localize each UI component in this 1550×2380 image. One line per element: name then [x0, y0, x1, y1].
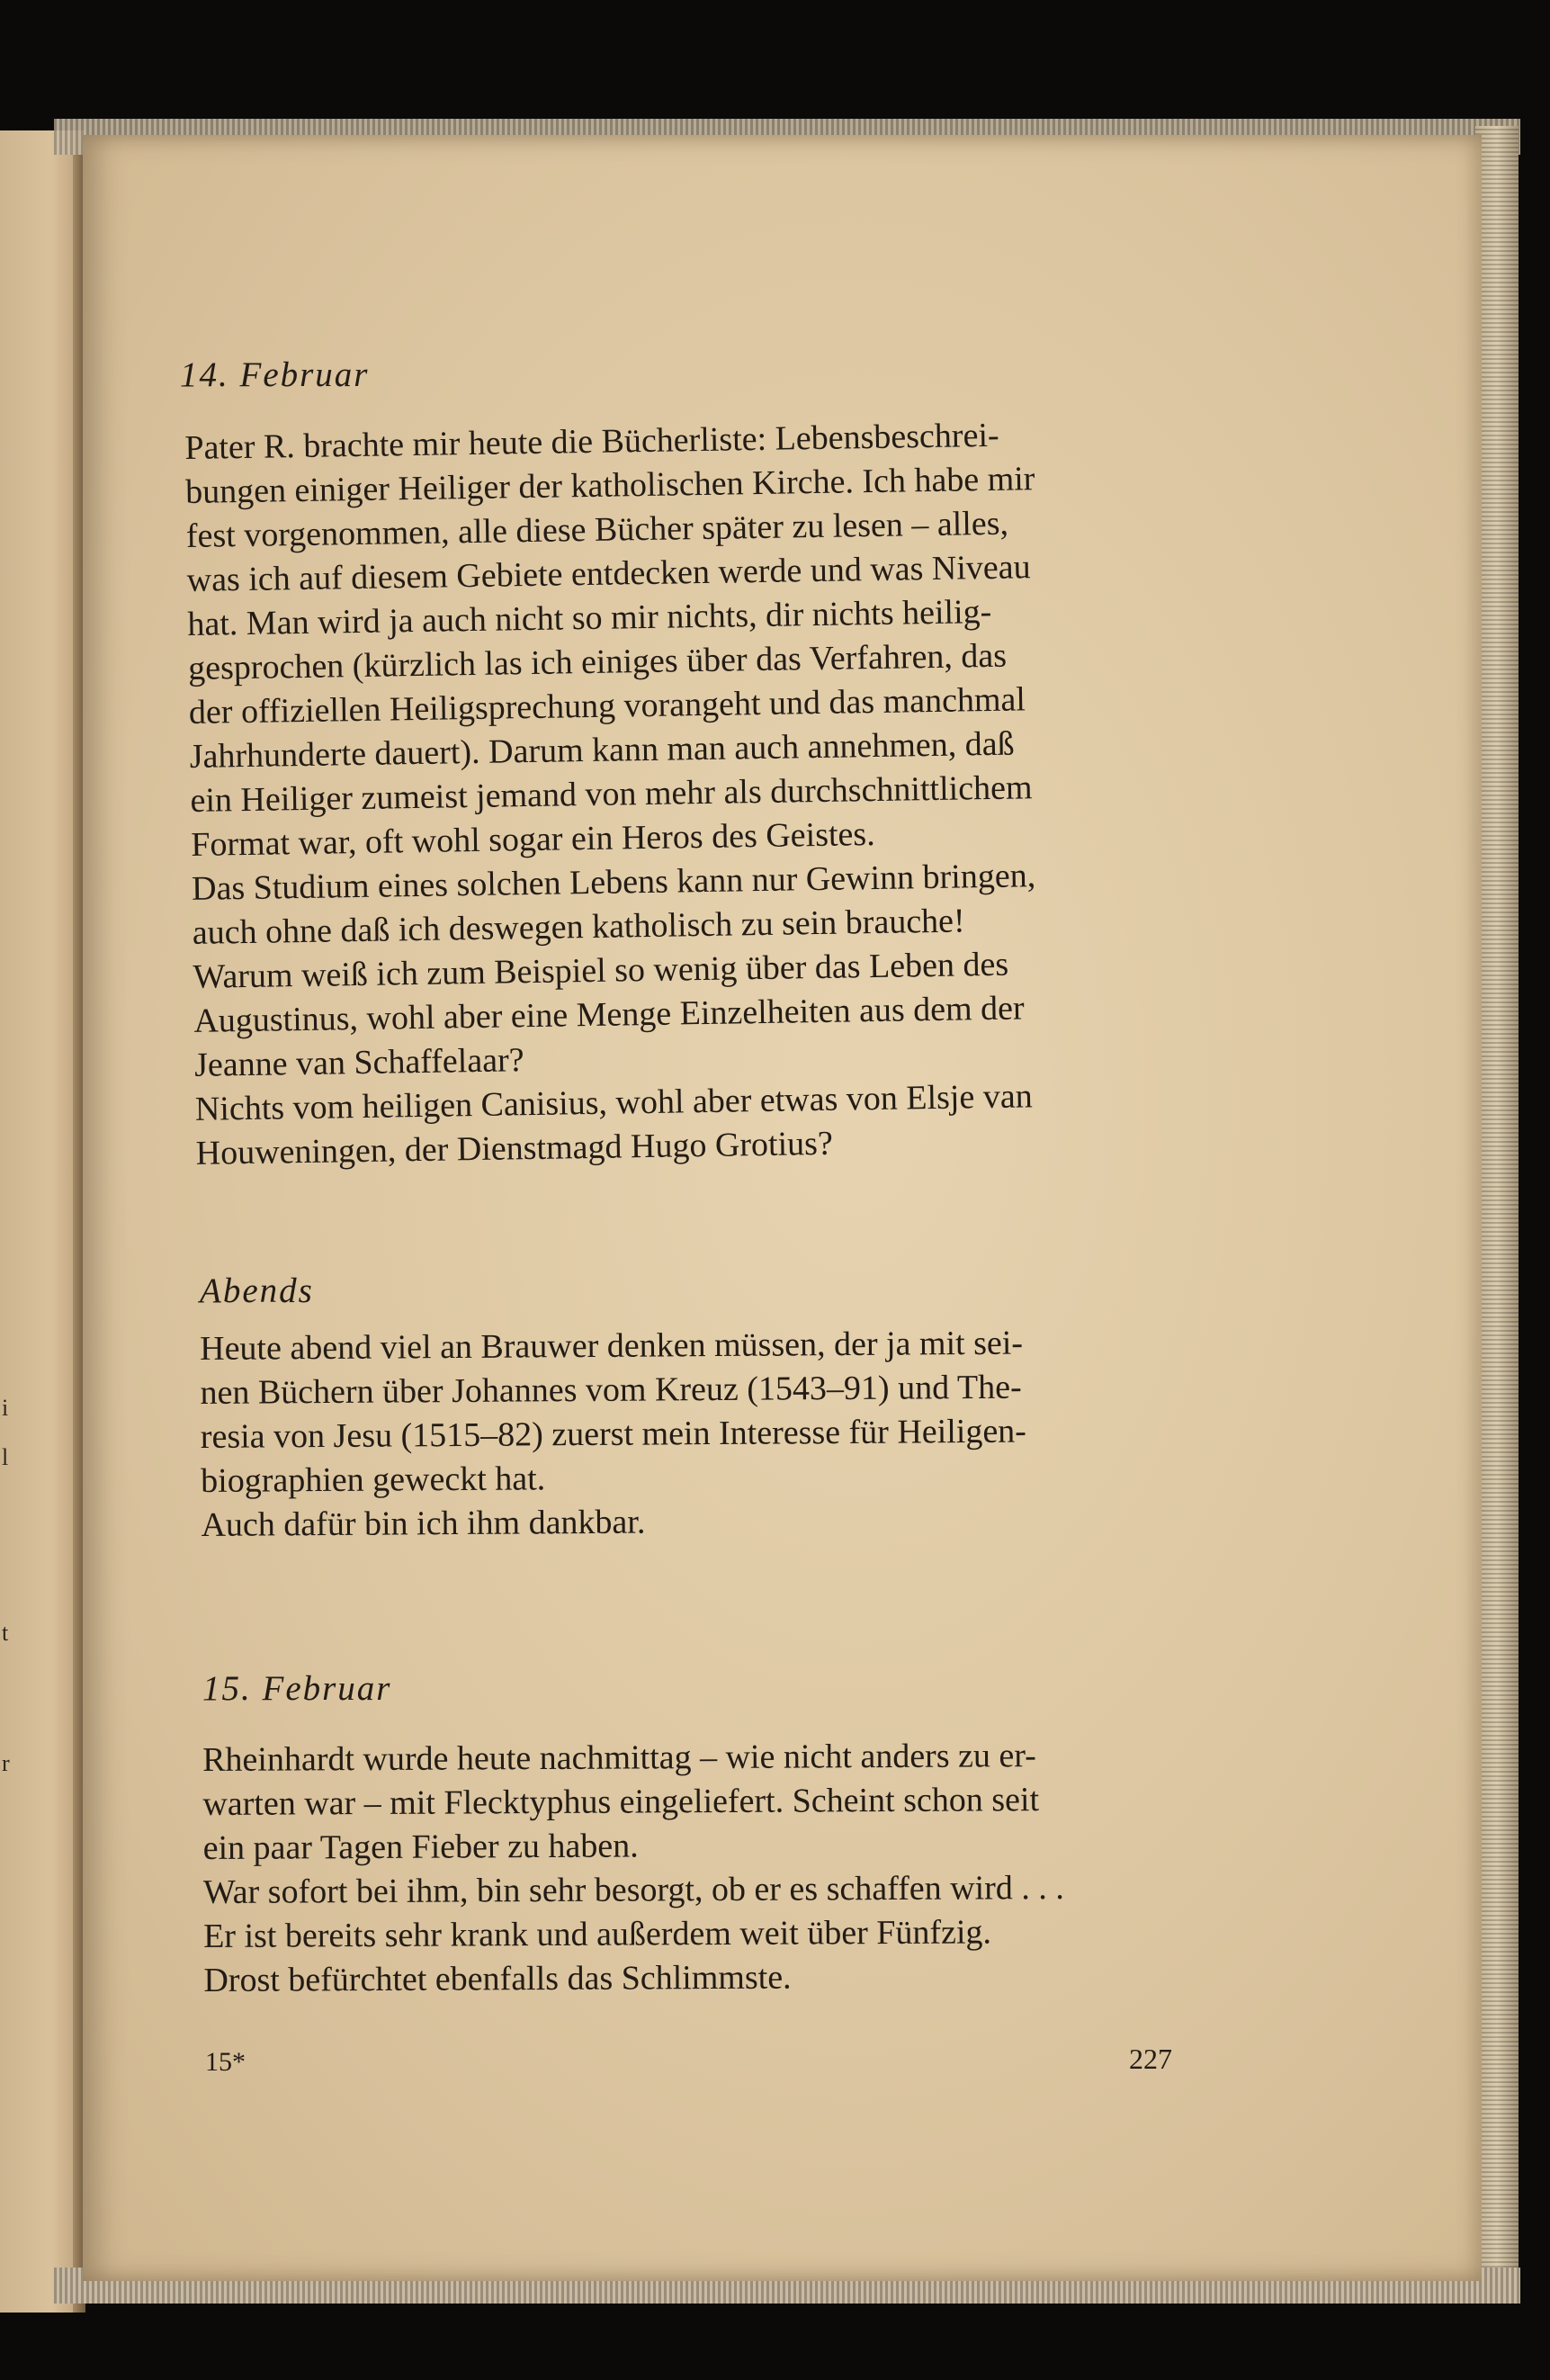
text-line: auch ohne daß ich deswegen katholisch zu sein brauche! — [192, 902, 965, 952]
entry-heading: 15. Februar — [202, 1669, 392, 1708]
text-line: War sofort bei ihm, bin sehr besorgt, ob er es schaffen wird . . . — [202, 1868, 1064, 1911]
entry-heading: Abends — [200, 1271, 314, 1310]
left-page-fragment: l — [2, 1444, 9, 1470]
text-line: Heute abend viel an Brauwer denken müssen, der ja mit sei- — [200, 1324, 1024, 1368]
text-line: Jeanne van Schaffelaar? — [193, 1041, 524, 1084]
left-facing-page-edge — [0, 130, 85, 2313]
entry-heading: 14. Februar — [180, 355, 370, 394]
entry-body — [200, 1320, 1209, 1548]
text-line: was ich auf diesem Gebiete entdecken werde und was Niveau — [186, 548, 1031, 599]
text-line: Das Studium eines solchen Lebens kann nur Gewinn bringen, — [191, 857, 1036, 908]
left-page-fragment: t — [2, 1620, 9, 1646]
text-line: Drost befürchtet ebenfalls das Schlimmste. — [203, 1958, 792, 1999]
text-line: Auch dafür bin ich ihm dankbar. — [201, 1503, 646, 1544]
entry-body — [184, 410, 1204, 1175]
entry-body — [202, 1733, 1212, 2003]
text-line: fest vorgenommen, alle diese Bücher später zu lesen – alles, — [185, 504, 1009, 555]
text-line: Augustinus, wohl aber eine Menge Einzelheiten aus dem der — [193, 989, 1025, 1040]
text-line: Warum weiß ich zum Beispiel so wenig über das Leben des — [193, 945, 1009, 996]
text-line: der offiziellen Heiligsprechung vorangeht und das manchmal — [188, 680, 1026, 732]
text-line: Pater R. brachte mir heute die Bücherliste: Lebensbeschrei- — [184, 416, 999, 467]
text-line: gesprochen (kürzlich las ich einiges über das Verfahren, das — [187, 636, 1008, 687]
signature-mark: 15* — [205, 2047, 246, 2077]
text-line: biographien geweckt hat. — [201, 1459, 546, 1500]
text-line: Er ist bereits sehr krank und außerdem weit über Fünfzig. — [203, 1913, 992, 1955]
text-line: hat. Man wird ja auch nicht so mir nichts, dir nichts heilig- — [187, 592, 992, 643]
text-line: warten war – mit Flecktyphus eingeliefert. Scheint schon seit — [202, 1781, 1040, 1823]
text-line: ein Heiliger zumeist jemand von mehr als durchschnittlichem — [190, 768, 1033, 820]
left-page-fragment: i — [2, 1395, 9, 1421]
left-page-fragment: r — [2, 1750, 10, 1776]
page-number: 227 — [1129, 2043, 1172, 2075]
text-line: Format war, oft wohl sogar ein Heros des Geistes. — [190, 815, 875, 864]
text-line: nen Büchern über Johannes vom Kreuz (1543–91) und The- — [200, 1368, 1022, 1412]
text-line: Houweningen, der Dienstmagd Hugo Grotius? — [195, 1124, 834, 1172]
text-line: bungen einiger Heiliger der katholischen Kirche. Ich habe mir — [184, 460, 1035, 511]
text-line: ein paar Tagen Fieber zu haben. — [202, 1827, 639, 1867]
text-line: Jahrhunderte dauert). Darum kann man auch annehmen, daß — [189, 724, 1015, 776]
text-line: resia von Jesu (1515–82) zuerst mein Interesse für Heiligen- — [200, 1412, 1027, 1456]
book-cover-right-edge — [1475, 126, 1519, 2286]
text-line: Nichts vom heiligen Canisius, wohl aber etwas von Elsje van — [194, 1077, 1033, 1128]
text-line: Rheinhardt wurde heute nachmittag – wie nicht anders zu er- — [202, 1737, 1036, 1779]
